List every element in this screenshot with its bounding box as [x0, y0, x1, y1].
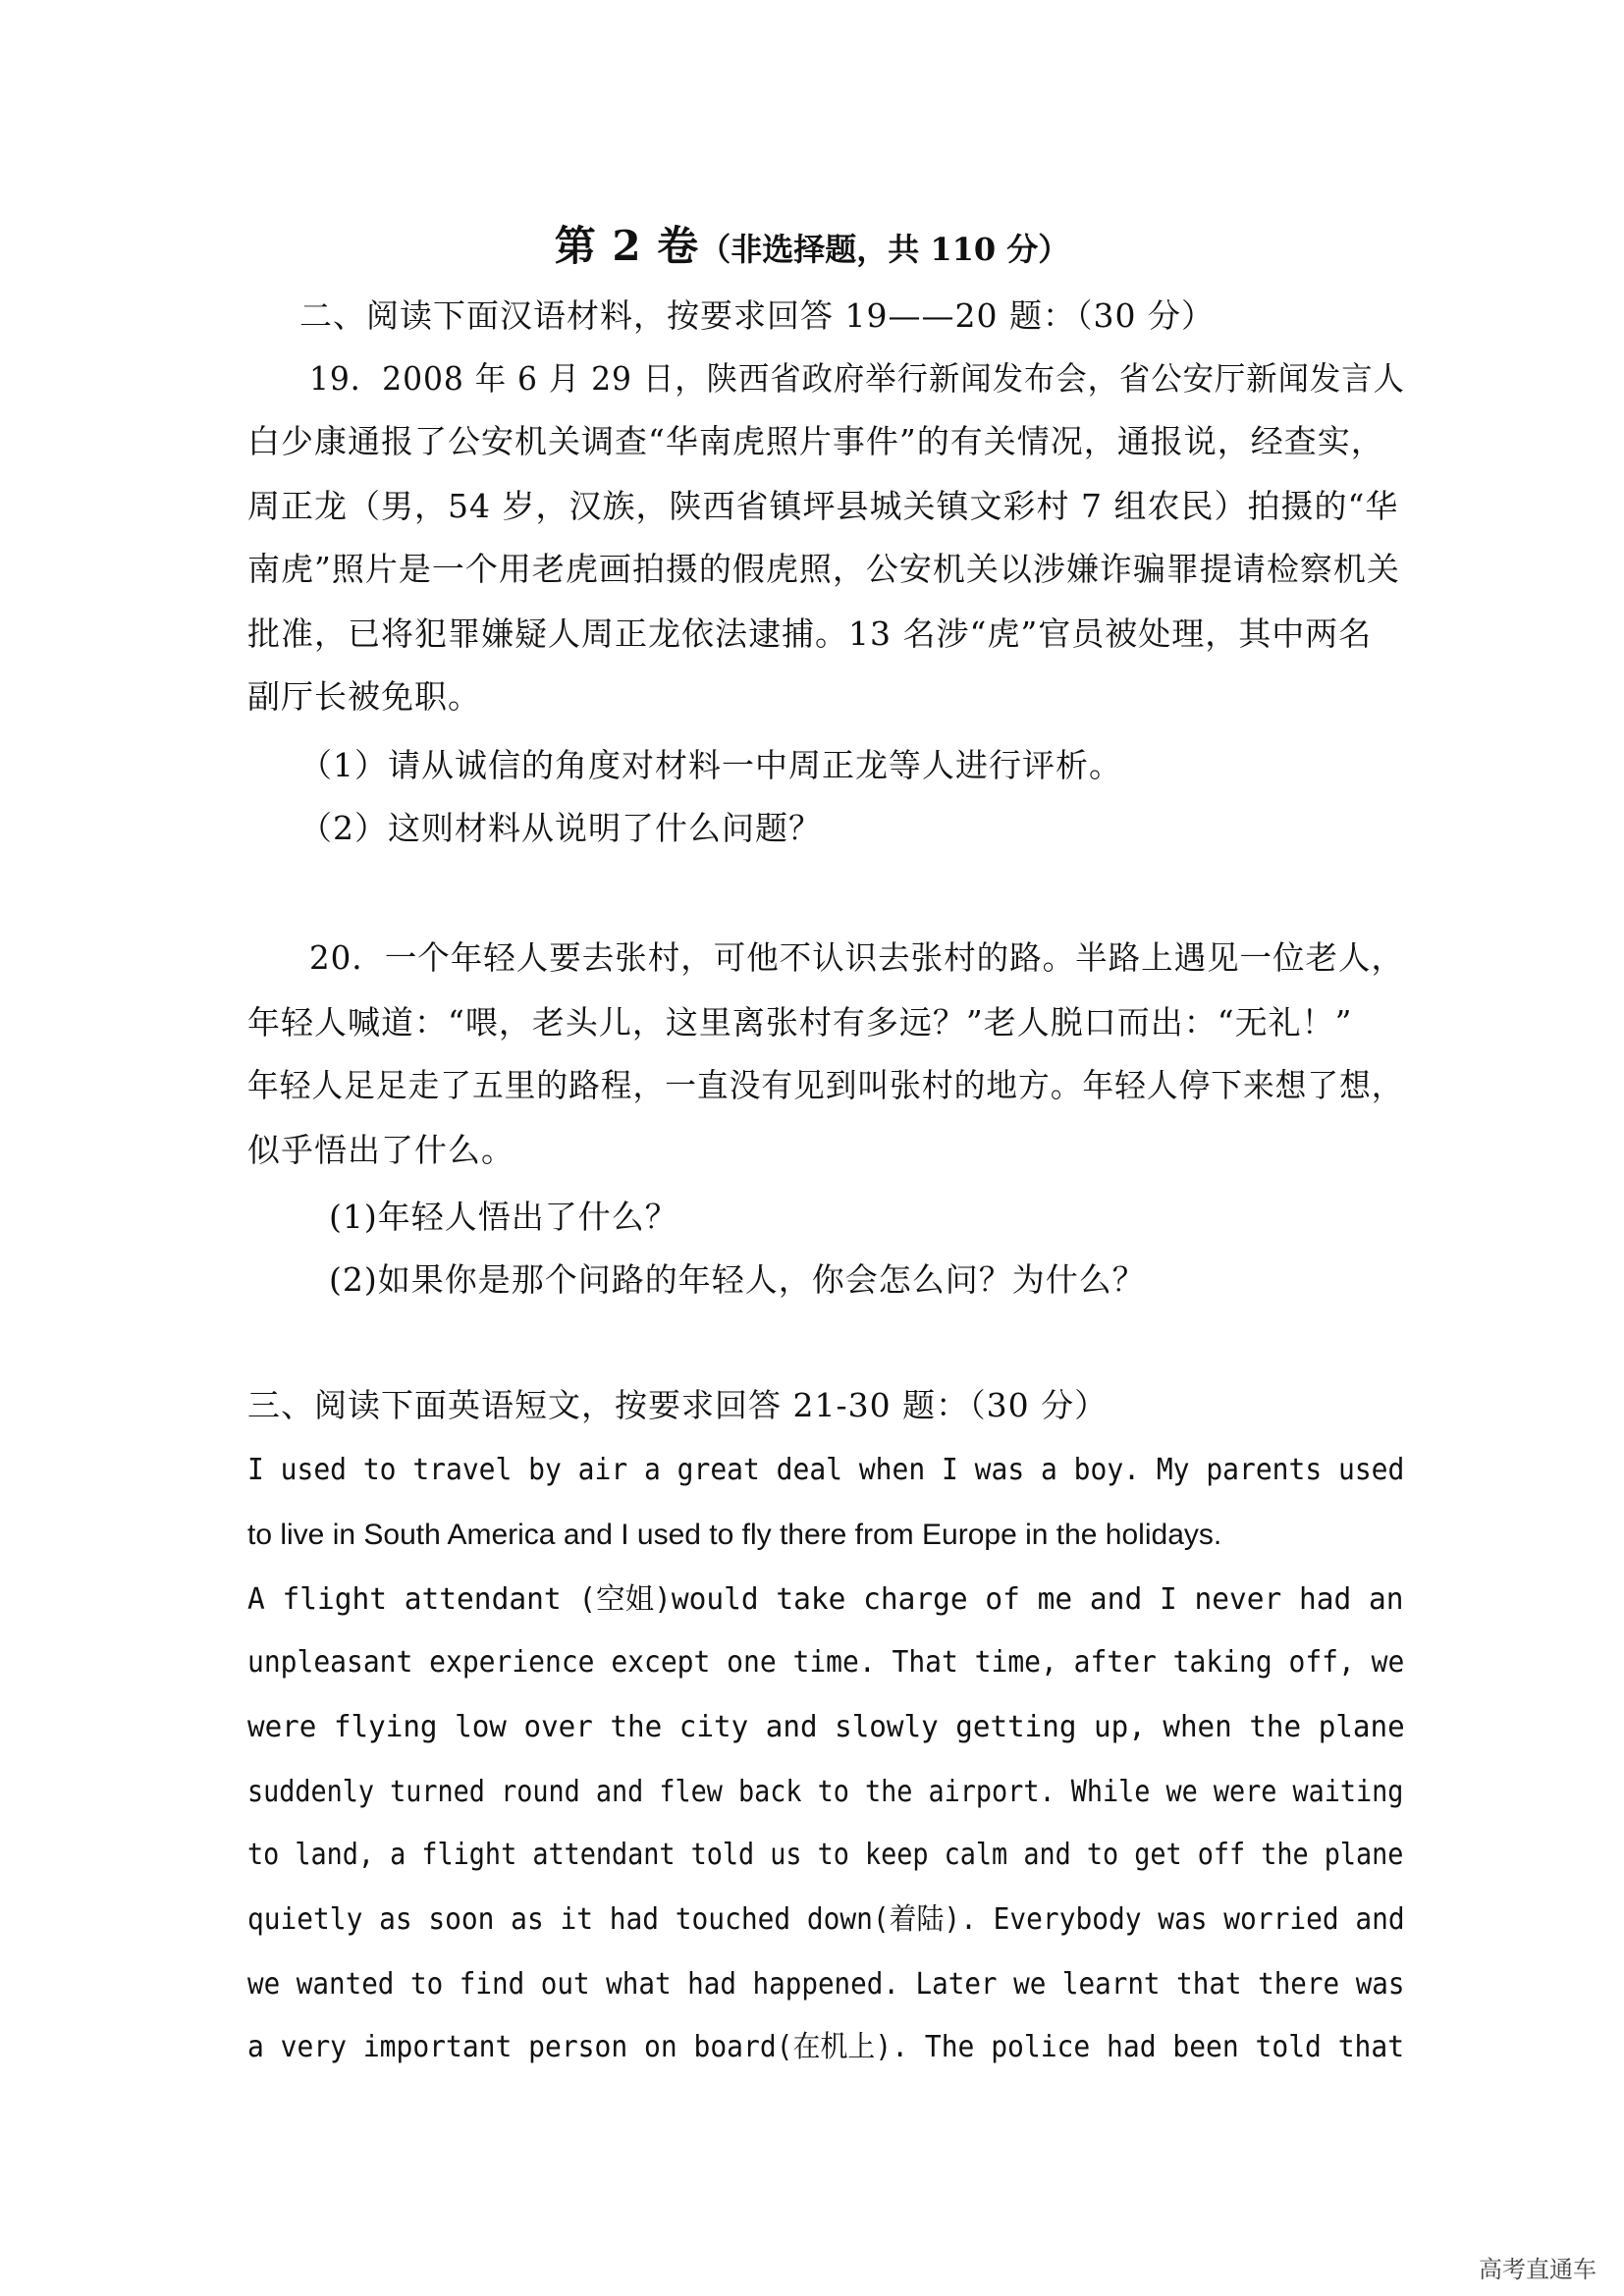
q19-subquestion-1: （1）请从诚信的角度对材料一中周正龙等人进行评析。 [299, 746, 1122, 784]
passage-line: were flying low over the city and slowly getting up, when the plane [247, 1710, 1405, 1744]
q20-line: 年轻人足足走了五里的路程，一直没有见到叫张村的地方。年轻人停下来想了想， [247, 1066, 1404, 1104]
section2-heading: 二、阅读下面汉语材料，按要求回答 19——20 题：（30 分） [299, 296, 1215, 335]
q20-line: 20．一个年轻人要去张村，可他不认识去张村的路。半路上遇见一位老人， [309, 938, 1405, 977]
q19-line: 周正龙（男，54 岁，汉族，陕西省镇坪县城关镇文彩村 7 组农民）拍摄的“华 [247, 487, 1399, 525]
q19-line: 南虎”照片是一个用老虎画拍摄的假虎照，公安机关以涉嫌诈骗罪提请检察机关 [247, 550, 1400, 588]
passage-line: quietly as soon as it had touched down(着陆). Everybody was worried and [247, 1902, 1405, 1937]
q20-line: 似乎悟出了什么。 [247, 1131, 514, 1169]
q19-line: 19．2008 年 6 月 29 日，陕西省政府举行新闻发布会，省公安厅新闻发言人 [309, 359, 1405, 398]
q19-line: 副厅长被免职。 [247, 677, 481, 716]
passage-line: I used to travel by air a great deal when I was a boy. My parents used [247, 1453, 1405, 1487]
passage-line: a very important person on board(在机上). The police had been told that [247, 2030, 1405, 2064]
section3-heading: 三、阅读下面英语短文，按要求回答 21-30 题：（30 分） [247, 1386, 1109, 1424]
passage-line: to live in South America and I used to fly there from Europe in the holidays. [247, 1519, 1222, 1551]
passage-line: A flight attendant (空姐)would take charge of me and I never had an [247, 1582, 1404, 1617]
q20-line: 年轻人喊道：“喂，老头儿，这里离张村有多远？”老人脱口而出：“无礼！” [247, 1003, 1353, 1041]
passage-line: suddenly turned round and flew back to the airport. While we were waiting [247, 1775, 1404, 1809]
q20-subquestion-1: (1)年轻人悟出了什么？ [329, 1198, 678, 1236]
q19-subquestion-2: （2）这则材料从说明了什么问题？ [299, 809, 822, 847]
paper-subtitle: （非选择题，共 110 分） [699, 231, 1070, 268]
page-title [0, 214, 1624, 273]
paper-title: 第 2 卷 [554, 222, 700, 270]
passage-line: unpleasant experience except one time. That time, after taking off, we [247, 1645, 1405, 1680]
q19-line: 批准，已将犯罪嫌疑人周正龙依法逮捕。13 名涉“虎”官员被处理，其中两名 [247, 614, 1373, 653]
passage-line: we wanted to find out what had happened. Later we learnt that there was [247, 1967, 1405, 2002]
q20-subquestion-2: (2)如果你是那个问路的年轻人，你会怎么问？为什么？ [329, 1260, 1146, 1299]
q19-line: 白少康通报了公安机关调查“华南虎照片事件”的有关情况，通报说，经查实， [247, 422, 1384, 460]
passage-line: to land, a flight attendant told us to keep calm and to get off the plane [247, 1838, 1404, 1872]
watermark-text: 高考直通车 [1479, 2256, 1597, 2283]
